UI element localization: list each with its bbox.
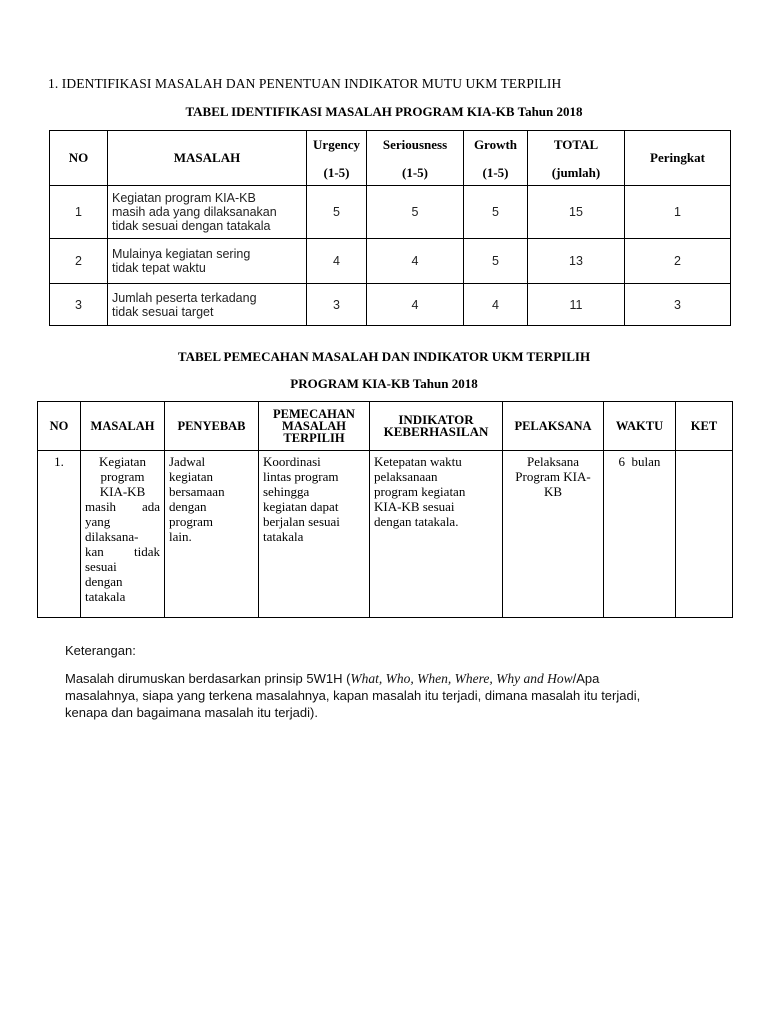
- table1-header-peringkat: Peringkat: [625, 131, 731, 186]
- table2-header-penyebab: PENYEBAB: [165, 402, 259, 451]
- table2-header-pelaksana: PELAKSANA: [503, 402, 604, 451]
- row-total: 13: [528, 239, 625, 284]
- table2-header-indikator: INDIKATOR KEBERHASILAN: [370, 402, 503, 451]
- table1-header-growth: Growth (1-5): [464, 131, 528, 186]
- table-row: [50, 284, 731, 326]
- problem-identification-table: [49, 130, 731, 326]
- row-urgency: 4: [307, 239, 367, 284]
- row-peringkat: 2: [625, 239, 731, 284]
- row-urgency: 3: [307, 284, 367, 326]
- row-peringkat: 3: [625, 284, 731, 326]
- row-no: 1: [50, 186, 108, 239]
- table1-header-no: NO: [50, 131, 108, 186]
- problem-solving-table: [37, 401, 733, 618]
- row-urgency: 5: [307, 186, 367, 239]
- row-seriousness: 5: [367, 186, 464, 239]
- row-no: 2: [50, 239, 108, 284]
- table1-title: TABEL IDENTIFIKASI MASALAH PROGRAM KIA-KB Tahun 2018: [185, 104, 583, 119]
- row-masalah: Mulainya kegiatan sering tidak tepat waktu: [108, 239, 307, 284]
- row-peringkat: 1: [625, 186, 731, 239]
- table2-header-no: NO: [38, 402, 81, 451]
- table2-title-line2: PROGRAM KIA-KB Tahun 2018: [290, 376, 478, 391]
- row-masalah: Jumlah peserta terkadang tidak sesuai target: [108, 284, 307, 326]
- table2-title-line1: TABEL PEMECAHAN MASALAH DAN INDIKATOR UKM TERPILIH: [177, 349, 591, 364]
- row-penyebab: Jadwal kegiatan bersamaan dengan program lain.: [165, 451, 259, 618]
- row-seriousness: 4: [367, 239, 464, 284]
- table2-header-row: [38, 402, 733, 451]
- table1-header-masalah: MASALAH: [108, 131, 307, 186]
- row-masalah: Kegiatan program KIA-KB masih ada yang dilaksana- kan tidak sesuai dengan tatakala: [81, 451, 165, 618]
- row-pemecahan: Koordinasi lintas program sehingga kegiatan dapat berjalan sesuai tatakala: [259, 451, 370, 618]
- table-row: [50, 186, 731, 239]
- table1-header-urgency: Urgency (1-5): [307, 131, 367, 186]
- row-ket: [676, 451, 733, 618]
- notes-paragraph: Masalah dirumuskan berdasarkan prinsip 5W1H (What, Who, When, Where, Why and How/Apa masalahnya, siapa yang terkena masalahnya, kapan masalah itu terjadi, dimana masalah itu terjadi, kenapa dan bagaimana masalah itu terjadi).: [65, 671, 641, 720]
- table-row: [50, 239, 731, 284]
- table-row: [38, 451, 733, 618]
- section-heading: 1. IDENTIFIKASI MASALAH DAN PENENTUAN INDIKATOR MUTU UKM TERPILIH: [48, 76, 562, 91]
- table1-header-row: [50, 131, 731, 186]
- table1-header-seriousness: Seriousness (1-5): [367, 131, 464, 186]
- row-waktu: 6 bulan: [604, 451, 676, 618]
- table1-header-total: TOTAL (jumlah): [528, 131, 625, 186]
- table2-header-pemecahan: PEMECAHAN MASALAH TERPILIH: [259, 402, 370, 451]
- row-pelaksana: Pelaksana Program KIA- KB: [503, 451, 604, 618]
- row-total: 15: [528, 186, 625, 239]
- row-growth: 5: [464, 239, 528, 284]
- row-total: 11: [528, 284, 625, 326]
- table2-header-ket: KET: [676, 402, 733, 451]
- row-no: 1.: [38, 451, 81, 618]
- notes-label: Keterangan:: [65, 643, 136, 658]
- row-seriousness: 4: [367, 284, 464, 326]
- row-growth: 4: [464, 284, 528, 326]
- row-masalah: Kegiatan program KIA-KB masih ada yang dilaksanakan tidak sesuai dengan tatakala: [108, 186, 307, 239]
- row-indikator: Ketepatan waktu pelaksanaan program kegiatan KIA-KB sesuai dengan tatakala.: [370, 451, 503, 618]
- row-growth: 5: [464, 186, 528, 239]
- table2-header-masalah: MASALAH: [81, 402, 165, 451]
- row-no: 3: [50, 284, 108, 326]
- table2-header-waktu: WAKTU: [604, 402, 676, 451]
